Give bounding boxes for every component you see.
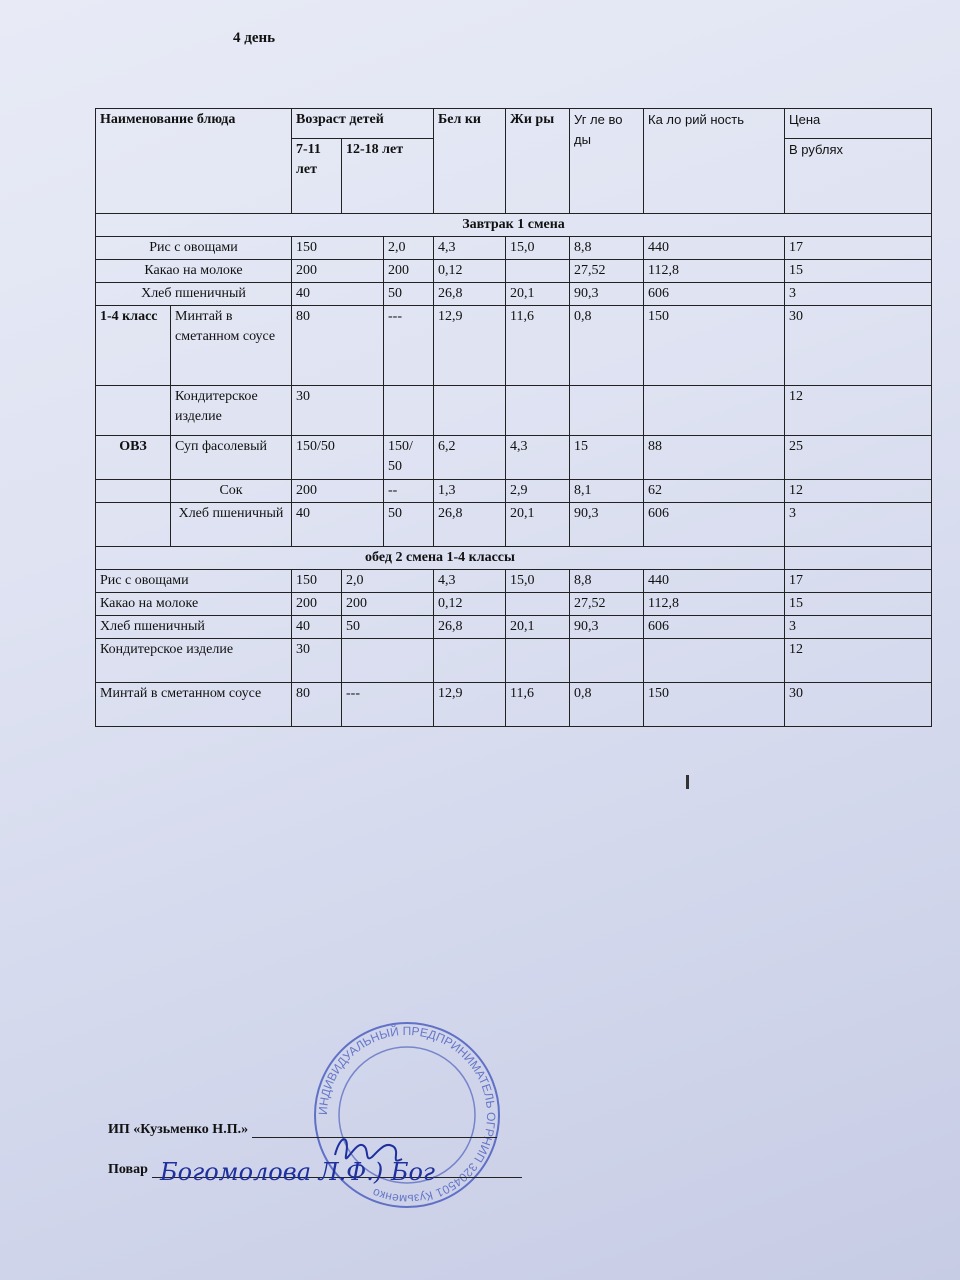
cell-proteins: 6,2 <box>434 436 506 480</box>
cell-proteins: 0,12 <box>434 593 506 616</box>
day-title: 4 день <box>233 30 276 46</box>
table-row <box>96 503 932 547</box>
dish-name: Минтай в сметанном соусе <box>171 306 292 386</box>
cell-age-12-18: --- <box>342 683 434 727</box>
dish-name: Сок <box>171 480 292 503</box>
cell-price: 30 <box>785 306 932 386</box>
cell-calories: 150 <box>644 306 785 386</box>
cell-price: 17 <box>785 237 932 260</box>
cell-calories: 606 <box>644 616 785 639</box>
cell-fats <box>506 260 570 283</box>
cell-carbs: 8,8 <box>570 237 644 260</box>
header-proteins: Бел ки <box>434 109 506 214</box>
header-row-1 <box>96 109 932 139</box>
section-lunch: обед 2 смена 1-4 классы <box>96 547 785 570</box>
cell-price: 30 <box>785 683 932 727</box>
table-row <box>96 616 932 639</box>
cell-price: 25 <box>785 436 932 480</box>
group-empty-cell <box>96 503 171 547</box>
cell-carbs <box>570 386 644 436</box>
cell-proteins <box>434 639 506 683</box>
cell-price: 15 <box>785 260 932 283</box>
cell-price: 3 <box>785 616 932 639</box>
cell-fats: 11,6 <box>506 306 570 386</box>
header-carbs: Уг ле во ды <box>570 109 644 214</box>
cell-calories: 62 <box>644 480 785 503</box>
cell-age-12-18: 50 <box>384 283 434 306</box>
header-age: Возраст детей <box>292 109 434 139</box>
table-row <box>96 593 932 616</box>
cell-proteins: 4,3 <box>434 237 506 260</box>
cell-proteins: 26,8 <box>434 616 506 639</box>
dish-name: Хлеб пшеничный <box>96 283 292 306</box>
cell-age-12-18: 200 <box>384 260 434 283</box>
cell-fats: 15,0 <box>506 237 570 260</box>
cell-age-7-11: 200 <box>292 593 342 616</box>
cell-age-7-11: 200 <box>292 260 384 283</box>
table-row <box>96 306 932 386</box>
cell-age-12-18 <box>342 639 434 683</box>
group-empty-cell <box>96 480 171 503</box>
cell-proteins: 12,9 <box>434 683 506 727</box>
cell-carbs: 90,3 <box>570 283 644 306</box>
cell-age-7-11: 150 <box>292 570 342 593</box>
dish-name: Рис с овощами <box>96 570 292 593</box>
cell-price: 3 <box>785 283 932 306</box>
cell-calories <box>644 386 785 436</box>
menu-table <box>95 108 932 727</box>
header-age-7-11: 7-11 лет <box>292 139 342 214</box>
table-row <box>96 283 932 306</box>
cell-carbs: 90,3 <box>570 616 644 639</box>
cell-age-7-11: 150/50 <box>292 436 384 480</box>
cell-price: 12 <box>785 480 932 503</box>
cell-proteins <box>434 386 506 436</box>
header-price-unit: В рублях <box>785 139 932 214</box>
cell-price: 12 <box>785 639 932 683</box>
cook-label: Повар <box>108 1162 148 1177</box>
dish-name: Кондитерское изделие <box>96 639 292 683</box>
cell-age-12-18: 2,0 <box>384 237 434 260</box>
section-row <box>96 214 932 237</box>
dish-name: Минтай в сметанном соусе <box>96 683 292 727</box>
cell-age-12-18: 50 <box>384 503 434 547</box>
group-label-ovz: ОВЗ <box>96 436 171 480</box>
cell-proteins: 4,3 <box>434 570 506 593</box>
group-label-1-4: 1-4 класс <box>96 306 171 386</box>
cell-fats: 2,9 <box>506 480 570 503</box>
cell-age-12-18: 200 <box>342 593 434 616</box>
cell-age-7-11: 40 <box>292 283 384 306</box>
header-price: Цена <box>785 109 932 139</box>
cell-carbs: 8,1 <box>570 480 644 503</box>
cell-age-12-18: 150/ 50 <box>384 436 434 480</box>
cell-age-7-11: 150 <box>292 237 384 260</box>
cell-calories: 88 <box>644 436 785 480</box>
cook-handwriting: Богомолова Л.Ф.) Бог <box>160 1158 436 1186</box>
ink-mark <box>686 775 689 789</box>
cell-carbs: 90,3 <box>570 503 644 547</box>
handwritten-signature <box>150 1135 540 1190</box>
dish-name: Какао на молоке <box>96 593 292 616</box>
cell-carbs: 0,8 <box>570 683 644 727</box>
ip-label: ИП «Кузьменко Н.П.» <box>108 1122 249 1137</box>
cell-fats <box>506 386 570 436</box>
cell-age-7-11: 30 <box>292 386 384 436</box>
table-row <box>96 570 932 593</box>
cell-age-7-11: 40 <box>292 503 384 547</box>
cell-carbs: 15 <box>570 436 644 480</box>
cell-age-12-18: 50 <box>342 616 434 639</box>
cell-age-12-18 <box>384 386 434 436</box>
header-age-12-18: 12-18 лет <box>342 139 434 214</box>
cell-fats: 4,3 <box>506 436 570 480</box>
dish-name: Хлеб пшеничный <box>96 616 292 639</box>
header-calories: Ка ло рий ность <box>644 109 785 214</box>
cell-fats <box>506 639 570 683</box>
cell-carbs <box>570 639 644 683</box>
cell-calories: 606 <box>644 503 785 547</box>
cell-carbs: 0,8 <box>570 306 644 386</box>
cell-price: 3 <box>785 503 932 547</box>
dish-name: Какао на молоке <box>96 260 292 283</box>
cell-age-12-18: -- <box>384 480 434 503</box>
cell-age-7-11: 200 <box>292 480 384 503</box>
table-row <box>96 480 932 503</box>
group-empty-cell <box>96 386 171 436</box>
cell-carbs: 27,52 <box>570 260 644 283</box>
cell-proteins: 26,8 <box>434 283 506 306</box>
cell-price: 15 <box>785 593 932 616</box>
cell-age-7-11: 40 <box>292 616 342 639</box>
cell-age-12-18: --- <box>384 306 434 386</box>
dish-name: Суп фасолевый <box>171 436 292 480</box>
section-breakfast: Завтрак 1 смена <box>96 214 932 237</box>
cell-age-7-11: 80 <box>292 683 342 727</box>
table-row <box>96 386 932 436</box>
cell-calories: 112,8 <box>644 260 785 283</box>
cell-fats: 11,6 <box>506 683 570 727</box>
cell-fats <box>506 593 570 616</box>
section-row <box>96 547 932 570</box>
cell-carbs: 8,8 <box>570 570 644 593</box>
dish-name: Хлеб пшеничный <box>171 503 292 547</box>
cell-calories: 440 <box>644 570 785 593</box>
cell-proteins: 0,12 <box>434 260 506 283</box>
cell-age-12-18: 2,0 <box>342 570 434 593</box>
cell-fats: 20,1 <box>506 503 570 547</box>
cell-age-7-11: 80 <box>292 306 384 386</box>
table-row <box>96 639 932 683</box>
cell-price: 17 <box>785 570 932 593</box>
cell-carbs: 27,52 <box>570 593 644 616</box>
cell-calories: 440 <box>644 237 785 260</box>
header-dish: Наименование блюда <box>96 109 292 214</box>
cell-fats: 20,1 <box>506 283 570 306</box>
cell-fats: 15,0 <box>506 570 570 593</box>
cell-proteins: 26,8 <box>434 503 506 547</box>
section-empty-cell <box>785 547 932 570</box>
cell-calories: 150 <box>644 683 785 727</box>
table-row <box>96 260 932 283</box>
cell-price: 12 <box>785 386 932 436</box>
cell-fats: 20,1 <box>506 616 570 639</box>
cell-age-7-11: 30 <box>292 639 342 683</box>
cell-calories <box>644 639 785 683</box>
header-fats: Жи ры <box>506 109 570 214</box>
table-row <box>96 683 932 727</box>
cell-proteins: 1,3 <box>434 480 506 503</box>
cell-calories: 606 <box>644 283 785 306</box>
dish-name: Кондитерское изделие <box>171 386 292 436</box>
cell-calories: 112,8 <box>644 593 785 616</box>
table-row <box>96 237 932 260</box>
stamp-text: ИНДИВИДУАЛЬНЫЙ ПРЕДПРИНИМАТЕЛЬ ОГРНИП 3204501 Кузьменко <box>315 1023 499 1207</box>
table-row <box>96 436 932 480</box>
cell-proteins: 12,9 <box>434 306 506 386</box>
dish-name: Рис с овощами <box>96 237 292 260</box>
